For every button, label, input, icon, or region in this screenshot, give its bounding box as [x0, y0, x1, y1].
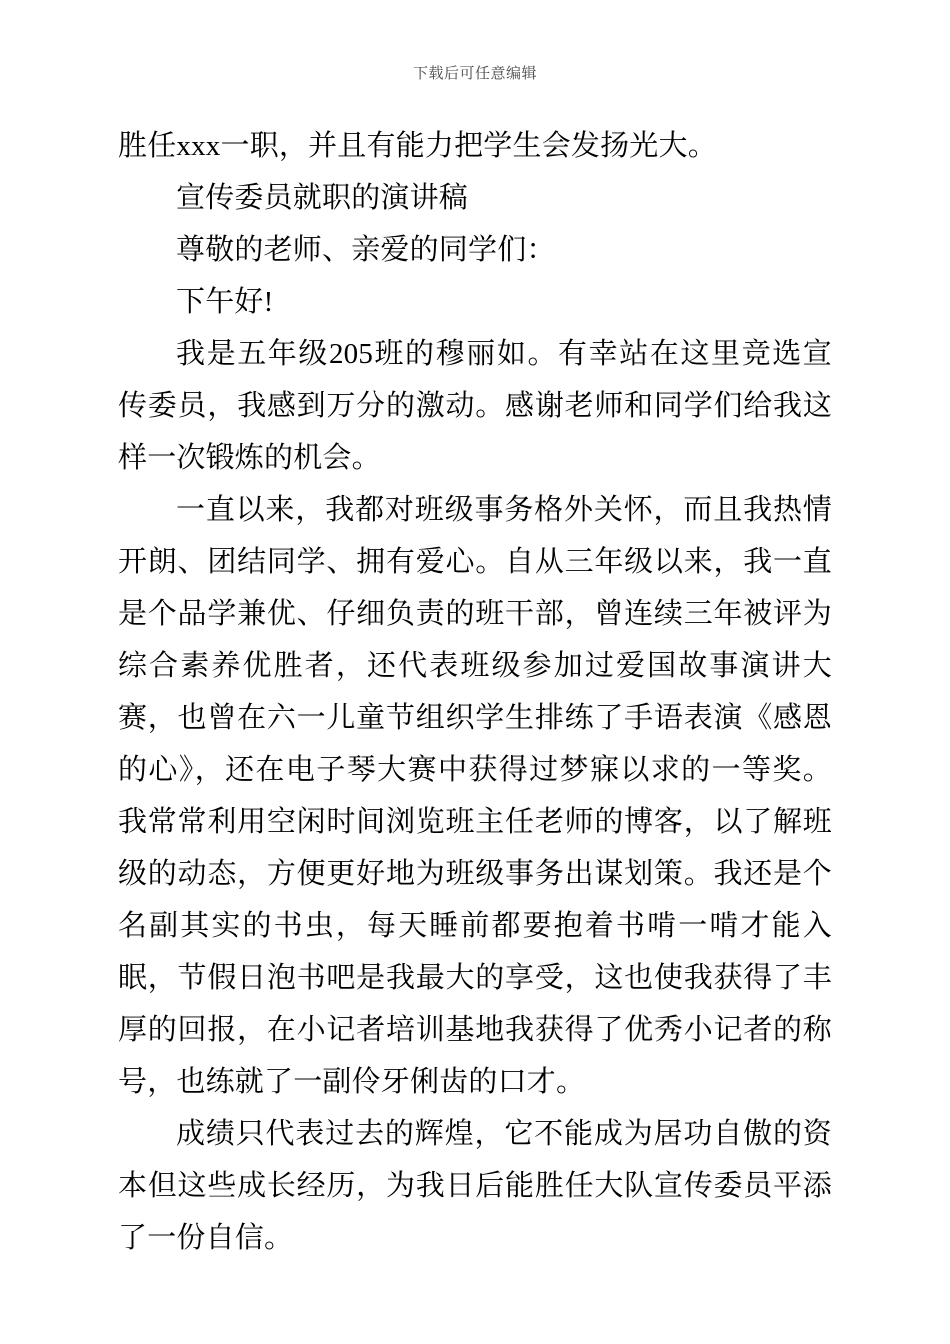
paragraph: 胜任xxx一职，并且有能力把学生会发扬光大。 — [118, 130, 717, 162]
paragraph: 尊敬的老师、亲爱的同学们： — [176, 234, 556, 266]
paragraph: 成绩只代表过去的辉煌，它不能成为居功自傲的资本但这些成长经历，为我日后能胜任大队宣传委员平添了一份自信。 — [118, 1118, 832, 1254]
paragraph: 我是五年级205班的穆丽如。有幸站在这里竞选宣传委员，我感到万分的激动。感谢老师和同学们给我这样一次锻炼的机会。 — [118, 338, 832, 474]
paragraph: 下午好! — [176, 286, 274, 318]
paragraph: 宣传委员就职的演讲稿 — [176, 182, 469, 214]
document-body — [118, 120, 832, 1264]
header-note: 下载后可任意编辑 — [412, 65, 537, 82]
paragraph: 一直以来，我都对班级事务格外关怀，而且我热情开朗、团结同学、拥有爱心。自从三年级以来，我一直是个品学兼优、仔细负责的班干部，曾连续三年被评为综合素养优胜者，还代表班级参加过爱国故事演讲大赛，也曾在六一儿童节组织学生排练了手语表演《感恩的心》，还在电子琴大赛中获得过梦寐以求的一等奖。我常常利用空闲时间浏览班主任老师的博客，以了解班级的动态，方便更好地为班级事务出谋划策。我还是个名副其实的书虫，每天睡前都要抱着书啃一啃才能入眠，节假日泡书吧是我最大的享受，这也使我获得了丰厚的回报，在小记者培训基地我获得了优秀小记者的称号，也练就了一副伶牙俐齿的口才。 — [118, 494, 832, 1098]
